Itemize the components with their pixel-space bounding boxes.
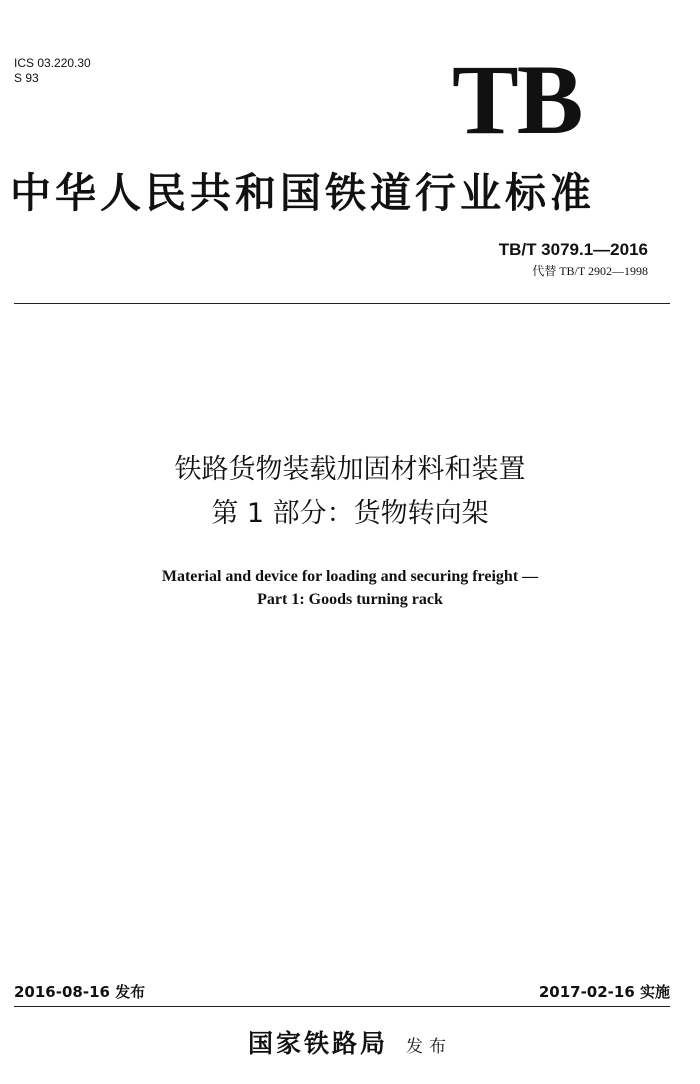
ics-code: ICS 03.220.30 — [14, 56, 91, 70]
english-title-line-2: Part 1: Goods turning rack — [257, 591, 443, 608]
classification-codes — [14, 56, 91, 86]
issue-date: 2016-08-16 发布 — [14, 983, 146, 1001]
publisher-action: 发布 — [406, 1037, 452, 1057]
publisher — [0, 1024, 700, 1060]
chinese-title-line-2: 第 1 部分：货物转向架 — [211, 498, 489, 529]
standard-type-title: 中华人民共和国铁道行业标准 — [10, 169, 595, 217]
publisher-name: 国家铁路局 — [247, 1029, 388, 1058]
replaces-standard: 代替 TB/T 2902—1998 — [532, 264, 648, 278]
header-divider — [14, 303, 670, 304]
standard-number: TB/T 3079.1—2016 — [498, 240, 648, 259]
ccs-code: S 93 — [14, 71, 39, 85]
footer-divider — [14, 1006, 670, 1007]
chinese-title-line-1: 铁路货物装载加固材料和装置 — [174, 454, 526, 485]
english-title-line-1: Material and device for loading and securing freight — — [161, 568, 539, 585]
effective-date: 2017-02-16 实施 — [538, 983, 670, 1001]
tb-logo: TB — [452, 44, 582, 155]
